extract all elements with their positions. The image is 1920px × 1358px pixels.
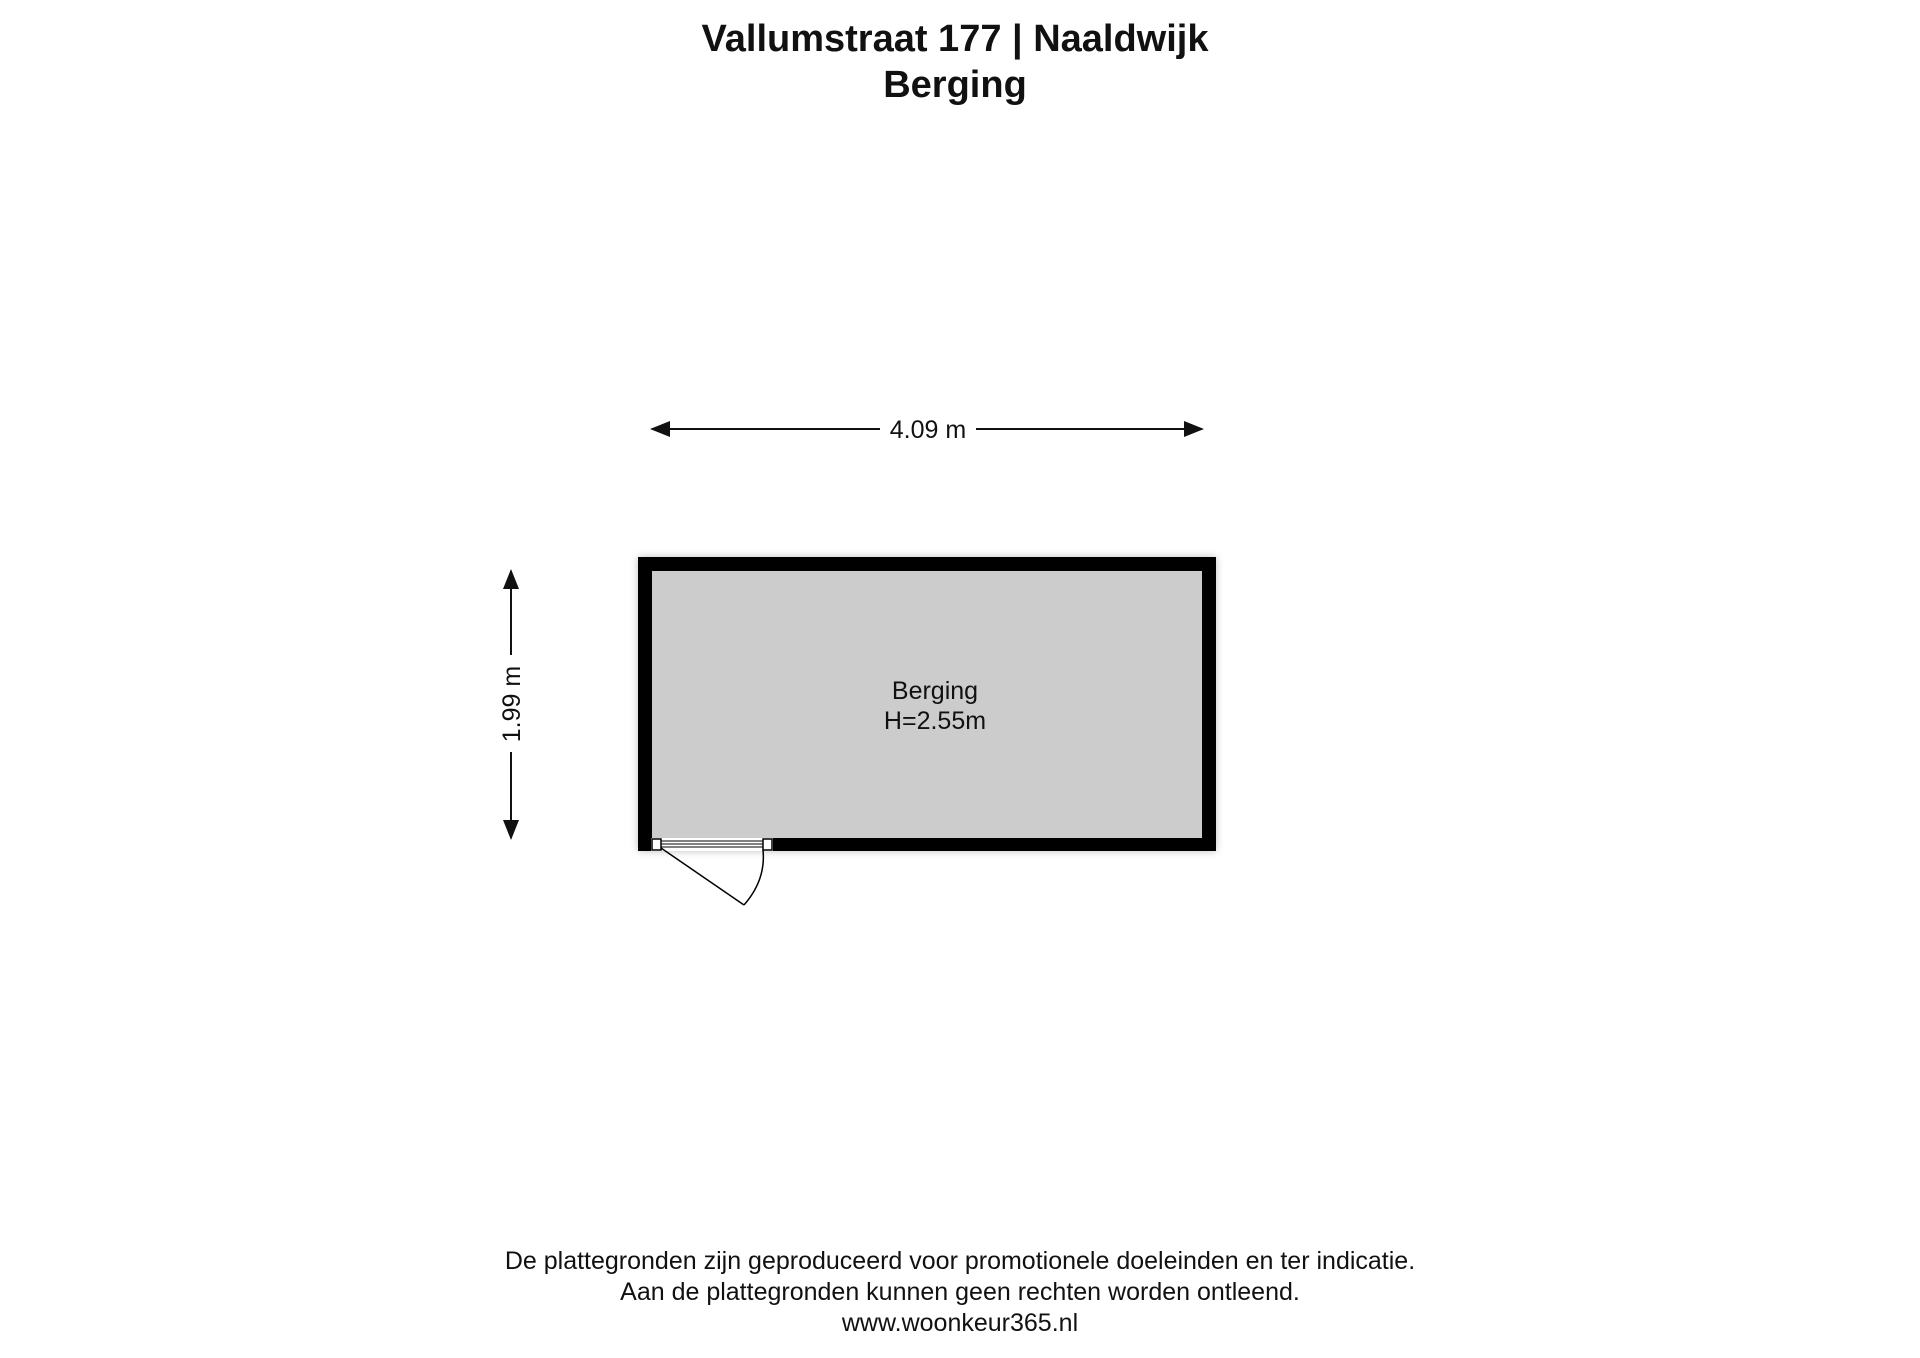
website-link[interactable]: www.woonkeur365.nl	[841, 1309, 1079, 1337]
room-name: Berging	[891, 677, 979, 705]
disclaimer	[0, 1246, 1920, 1339]
disclaimer-line-1: De plattegronden zijn geproduceerd voor promotionele doeleinden en ter indicatie.	[504, 1247, 1416, 1275]
room-berging	[638, 557, 1216, 905]
width-dimension	[652, 416, 1202, 444]
height-dimension	[498, 571, 526, 838]
room-height: H=2.55m	[883, 707, 987, 735]
height-dimension-label: 1.99 m	[498, 665, 526, 743]
page-subtitle: Berging	[883, 64, 1027, 106]
width-dimension-label: 4.09 m	[889, 416, 967, 444]
page-title: Vallumstraat 177 | Naaldwijk	[701, 18, 1209, 60]
disclaimer-line-2: Aan de plattegronden kunnen geen rechten worden ontleend.	[620, 1278, 1300, 1306]
door-swing	[661, 848, 763, 905]
